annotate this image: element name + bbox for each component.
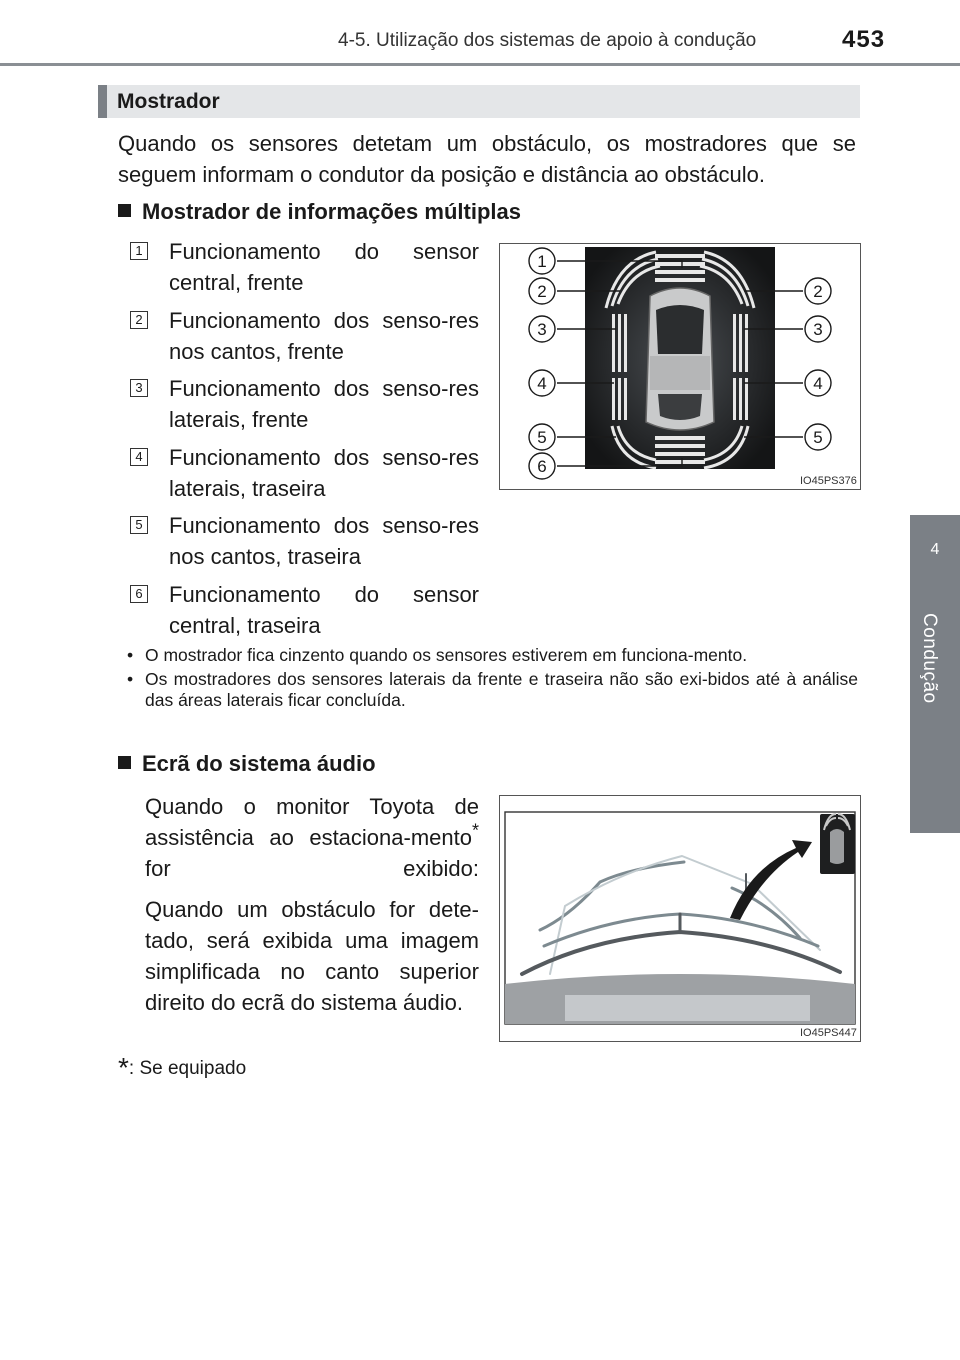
item-number-badge: 5: [130, 516, 148, 534]
page-number: 453: [842, 26, 886, 53]
figure-code: IO45PS376: [800, 475, 857, 487]
subheading-audio-screen-text: Ecrã do sistema áudio: [142, 751, 376, 776]
callout-label: 5: [813, 428, 823, 447]
item-number-badge: 1: [130, 242, 148, 260]
item-text: Funcionamento do sensor central, traseira: [169, 582, 479, 638]
callout-label: 1: [537, 252, 547, 271]
section-title-bar: [98, 85, 860, 118]
subheading-multi-info-text: Mostrador de informações múltiplas: [142, 199, 521, 224]
item-text: Funcionamento dos senso-res laterais, traseira: [169, 445, 479, 501]
audio-paragraph-1: [145, 791, 479, 884]
section-title: Mostrador: [117, 90, 220, 113]
item-number-badge: 2: [130, 311, 148, 329]
header-divider: [0, 63, 960, 66]
item-number-badge: 3: [130, 379, 148, 397]
notes-list: [126, 645, 858, 714]
subheading-multi-info: [118, 199, 521, 225]
chapter-side-tab: [910, 515, 960, 833]
item-number-badge: 4: [130, 448, 148, 466]
footnote: [118, 1052, 246, 1084]
square-bullet-icon: [118, 756, 131, 769]
item-text: Funcionamento dos senso-res nos cantos, frente: [169, 308, 479, 364]
note-item: • O mostrador fica cinzento quando os sensores estiverem em funciona-mento.: [126, 645, 858, 666]
square-bullet-icon: [118, 204, 131, 217]
audio-screen-illustration: [500, 796, 860, 1041]
figure-code: IO45PS447: [800, 1027, 857, 1039]
item-text: Funcionamento dos senso-res nos cantos, traseira: [169, 513, 479, 569]
subheading-audio-screen: [118, 751, 376, 777]
callout-label: 2: [813, 282, 823, 301]
item-text: Funcionamento dos senso-res laterais, frente: [169, 376, 479, 432]
callout-label: 6: [537, 457, 547, 476]
footnote-marker: *: [471, 820, 479, 841]
item-number-badge: 6: [130, 585, 148, 603]
callout-label: 5: [537, 428, 547, 447]
callout-label: 3: [813, 320, 823, 339]
chapter-number: 4: [930, 541, 940, 558]
audio-description: [145, 791, 479, 1028]
sensor-display-illustration: [500, 244, 860, 489]
chapter-label: Condução: [919, 613, 940, 704]
callout-label: 3: [537, 320, 547, 339]
audio-paragraph-2: Quando um obstáculo for dete-tado, será exibida uma imagem simplificada no canto superior direito do ecrã do sistema áudio.: [145, 897, 479, 1015]
footnote-star: *: [118, 1052, 129, 1083]
note-item: • Os mostradores dos sensores laterais da frente e traseira não são exi-bidos até à análise das áreas laterais ficar concluída.: [126, 669, 858, 711]
intro-paragraph: Quando os sensores detetam um obstáculo, os mostradores que se seguem informam o condutor da posição e distância ao obstáculo.: [118, 131, 856, 187]
figure-multi-info-display: [499, 243, 861, 490]
audio-paragraph-1-end: for exibido:: [145, 856, 479, 881]
callout-label: 2: [537, 282, 547, 301]
running-header-section: 4-5. Utilização dos sistemas de apoio à condução: [338, 30, 757, 51]
footnote-text: : Se equipado: [128, 1058, 247, 1079]
callout-label: 4: [813, 374, 823, 393]
figure-audio-screen: [499, 795, 861, 1042]
audio-paragraph-1-text: Quando o monitor Toyota de assistência ao estaciona-mento: [145, 794, 479, 850]
item-text: Funcionamento do sensor central, frente: [169, 239, 479, 295]
callout-label: 4: [537, 374, 547, 393]
